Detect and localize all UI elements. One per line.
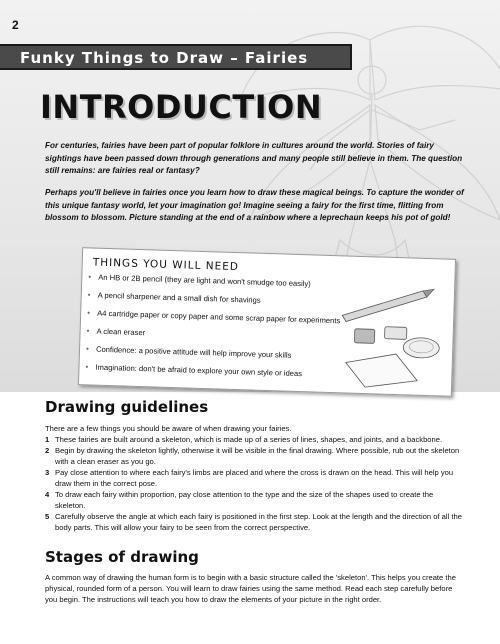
- paper-icon: [345, 352, 418, 388]
- step-text: To draw each fairy within proportion, pay close attention to the type and the size of the shapes used to create the skeleton.: [55, 490, 434, 510]
- list-item: [45, 467, 465, 489]
- list-item: • Imagination: don't be afraid to explore your own style or ideas: [85, 363, 345, 389]
- guidelines-steps: [45, 434, 465, 533]
- list-item: [45, 434, 465, 445]
- list-item: • A4 cartridge paper or copy paper and some scrap paper for experiments: [87, 309, 347, 335]
- step-number: 4: [45, 490, 50, 499]
- list-item: [45, 489, 465, 511]
- supplies-list: [85, 273, 348, 389]
- pencil-icon: [342, 286, 434, 324]
- list-item: [45, 511, 465, 533]
- list-item: • A clean eraser: [86, 327, 346, 353]
- list-item: • A pencil sharpener and a small dish for shavings: [87, 291, 347, 317]
- step-number: 2: [45, 446, 50, 455]
- drawing-guidelines-heading: Drawing guidelines: [45, 398, 209, 416]
- dish-icon: [403, 337, 440, 358]
- list-item: • An HB or 2B pencil (they are light and won't smudge too easily): [88, 273, 348, 299]
- things-you-will-need-card: [78, 247, 456, 397]
- step-number: 5: [45, 512, 50, 521]
- sharpener-icon: [354, 329, 374, 344]
- stages-of-drawing-heading: Stages of drawing: [45, 548, 199, 566]
- card-title: THINGS YOU WILL NEED: [92, 256, 240, 274]
- page-title: INTRODUCTION: [40, 88, 323, 126]
- supplies-illustration: [325, 270, 449, 392]
- step-number: 1: [45, 435, 50, 444]
- step-number: 3: [45, 468, 50, 477]
- running-title-bar: [0, 44, 352, 70]
- intro-paragraph-2: Perhaps you'll believe in fairies once you learn how to draw these magical beings. To capture the wonder of this unique fantasy world, let your imagination go! Imagine seeing a fairy for the first time, flitting from blossom to blossom. Picture standing at the end of a rainbow where a leprechaun keeps his pot of gold!: [45, 188, 464, 222]
- page-number: 2: [12, 18, 19, 32]
- list-item: • Confidence: a positive attitude will help improve your skills: [86, 345, 346, 371]
- step-text: Begin by drawing the skeleton lightly, otherwise it will be visible in the final drawing. Where possible, rub out the skeleton with a clean eraser as you go.: [55, 446, 460, 466]
- step-text: Pay close attention to where each fairy's limbs are placed and where the cross is drawn on the head. This will help you draw them in the correct pose.: [55, 468, 454, 488]
- list-item: [45, 445, 465, 467]
- guidelines-intro: There are a few things you should be aware of when drawing your fairies.: [45, 424, 292, 433]
- intro-paragraph-1: For centuries, fairies have been part of popular folklore in cultures around the world. Stories of fairy sightings have been passed down through generations and many people still believe in them. The question still remains: are fairies real or fantasy?: [45, 141, 463, 175]
- running-title: Funky Things to Draw – Fairies: [20, 49, 309, 67]
- step-text: These fairies are built around a skeleton, which is made up of a series of lines, shapes, and joints, and a backbone.: [55, 435, 443, 444]
- stages-paragraph: A common way of drawing the human form is to begin with a basic structure called the 'skeleton'. This helps you create the physical, rounded form of a person. You will learn to draw fairies using the same method. Read each step carefully before you begin. The instructions will teach you how to draw the elements of your picture in the right order.: [45, 573, 456, 604]
- step-text: Carefully observe the angle at which each fairy is positioned in the first step. Look at the length and the direction of all the body parts. This will allow your fairy to be seen from the correct perspective.: [55, 512, 462, 532]
- eraser-icon: [385, 327, 407, 340]
